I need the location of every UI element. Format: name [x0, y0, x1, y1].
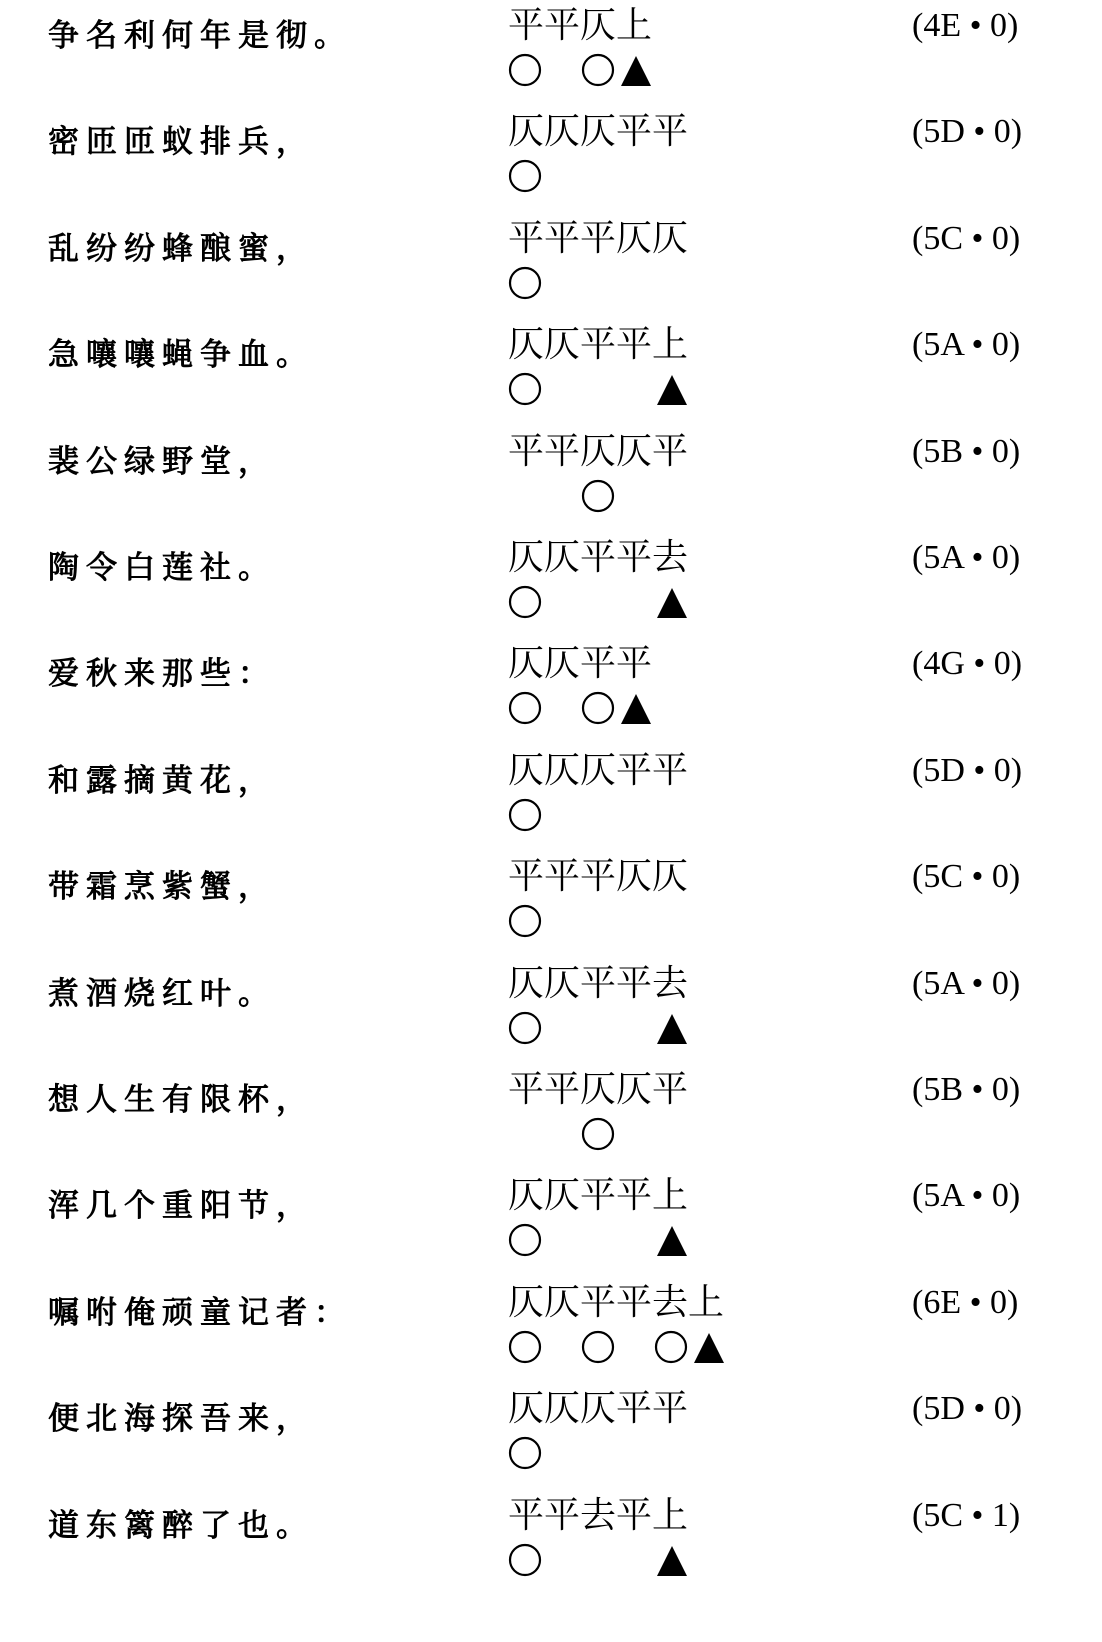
verse-text: 急嚷嚷蝇争血。 [48, 337, 314, 374]
tone-pattern: 平平仄上 [508, 5, 653, 46]
tone-pattern: 仄仄平平 [508, 643, 653, 685]
open-circle-icon [508, 795, 544, 835]
filled-triangle-icon [691, 1327, 727, 1367]
verse-text: 道东篱醉了也。 [48, 1507, 314, 1544]
verse-text: 乱纷纷蜂酿蜜， [48, 230, 314, 267]
meter-code: (5C • 0) [912, 858, 1021, 896]
verse-row [0, 1281, 1102, 1387]
rhyme-marks [508, 476, 768, 516]
tone-pattern: 仄仄仄平平 [508, 1388, 689, 1430]
open-circle-icon [508, 1008, 544, 1048]
verse-row [0, 4, 1102, 110]
meter-code: (4G • 0) [912, 645, 1023, 683]
meter-code: (5D • 0) [912, 751, 1023, 789]
verse-row [0, 1068, 1102, 1174]
verse-text: 和露摘黄花， [48, 762, 276, 799]
tone-pattern: 平平去平上 [508, 1494, 689, 1536]
filled-triangle-icon [654, 1220, 690, 1260]
tone-pattern: 仄仄平平去上 [508, 1281, 725, 1323]
meter-code: (5B • 0) [912, 432, 1021, 470]
meter-code: (5A • 0) [912, 326, 1021, 364]
open-circle-icon [508, 688, 544, 728]
open-circle-icon [581, 50, 617, 90]
open-circle-icon [508, 1540, 544, 1580]
tone-pattern: 仄仄仄平平 [508, 111, 689, 153]
filled-triangle-icon [654, 1540, 690, 1580]
open-circle-icon [508, 901, 544, 941]
meter-code: (4E • 0) [912, 7, 1019, 44]
meter-code: (5A • 0) [912, 539, 1021, 576]
filled-triangle-icon [618, 50, 654, 90]
open-circle-icon [508, 50, 544, 90]
rhyme-marks [508, 369, 768, 409]
rhyme-marks [508, 1114, 768, 1154]
verse-text: 嘱咐俺顽童记者： [48, 1294, 352, 1331]
verse-text: 浑几个重阳节， [48, 1188, 314, 1225]
verse-row [0, 536, 1102, 642]
open-circle-icon [581, 476, 617, 516]
rhyme-marks [508, 1008, 768, 1048]
tone-pattern: 仄仄平平上 [508, 1175, 689, 1217]
meter-code: (5C • 0) [912, 219, 1021, 257]
rhyme-marks [508, 1220, 768, 1260]
verse-row [0, 1387, 1102, 1493]
verse-row [0, 1174, 1102, 1280]
rhyme-marks [508, 795, 768, 835]
tone-pattern: 平平仄仄平 [508, 430, 689, 472]
rhyme-marks [508, 582, 768, 622]
verse-row [0, 642, 1102, 748]
verse-row [0, 110, 1102, 216]
meter-code: (5A • 0) [912, 1177, 1021, 1215]
open-circle-icon [508, 369, 544, 409]
meter-code: (5D • 0) [912, 1390, 1023, 1428]
open-circle-icon [508, 1327, 544, 1367]
tone-pattern: 仄仄平平去 [508, 962, 689, 1004]
rhyme-marks [508, 50, 768, 90]
rhyme-marks [508, 263, 768, 303]
verse-text: 裴公绿野堂， [48, 443, 276, 480]
tone-pattern: 仄仄平平去 [508, 537, 689, 578]
rhyme-marks [508, 901, 768, 941]
verse-row [0, 1494, 1102, 1600]
open-circle-icon [581, 688, 617, 728]
rhyme-marks [508, 1540, 768, 1580]
filled-triangle-icon [654, 582, 690, 622]
rhyme-marks [508, 1327, 768, 1367]
verse-text: 带霜烹紫蟹， [48, 869, 276, 906]
rhyme-marks [508, 1433, 768, 1473]
rhyme-marks [508, 688, 768, 728]
verse-row [0, 962, 1102, 1068]
verse-text: 密匝匝蚁排兵， [48, 124, 314, 161]
open-circle-icon [581, 1114, 617, 1154]
open-circle-icon [508, 156, 544, 196]
open-circle-icon [508, 1220, 544, 1260]
filled-triangle-icon [654, 1008, 690, 1048]
meter-code: (5B • 0) [912, 1071, 1021, 1108]
verse-text: 争名利何年是彻。 [48, 18, 352, 54]
meter-code: (5C • 1) [912, 1496, 1021, 1534]
meter-code: (5A • 0) [912, 964, 1021, 1002]
tone-pattern: 仄仄仄平平 [508, 749, 689, 791]
open-circle-icon [508, 1433, 544, 1473]
verse-text: 便北海探吾来， [48, 1401, 314, 1438]
open-circle-icon [654, 1327, 690, 1367]
verse-row [0, 749, 1102, 855]
tone-pattern: 平平平仄仄 [508, 856, 689, 898]
verse-text: 爱秋来那些： [48, 656, 276, 693]
filled-triangle-icon [618, 688, 654, 728]
verse-row [0, 217, 1102, 323]
open-circle-icon [581, 1327, 617, 1367]
filled-triangle-icon [654, 369, 690, 409]
tone-pattern: 平平仄仄平 [508, 1069, 689, 1110]
verse-text: 想人生有限杯， [48, 1082, 314, 1118]
tone-pattern: 平平平仄仄 [508, 217, 689, 259]
rhyme-marks [508, 156, 768, 196]
verse-row [0, 430, 1102, 536]
meter-code: (6E • 0) [912, 1283, 1019, 1321]
verse-row [0, 323, 1102, 429]
tone-pattern: 仄仄平平上 [508, 324, 689, 366]
verse-text: 煮酒烧红叶。 [48, 975, 276, 1012]
open-circle-icon [508, 582, 544, 622]
verse-text: 陶令白莲社。 [48, 550, 276, 586]
meter-code: (5D • 0) [912, 113, 1023, 151]
open-circle-icon [508, 263, 544, 303]
verse-row [0, 855, 1102, 961]
